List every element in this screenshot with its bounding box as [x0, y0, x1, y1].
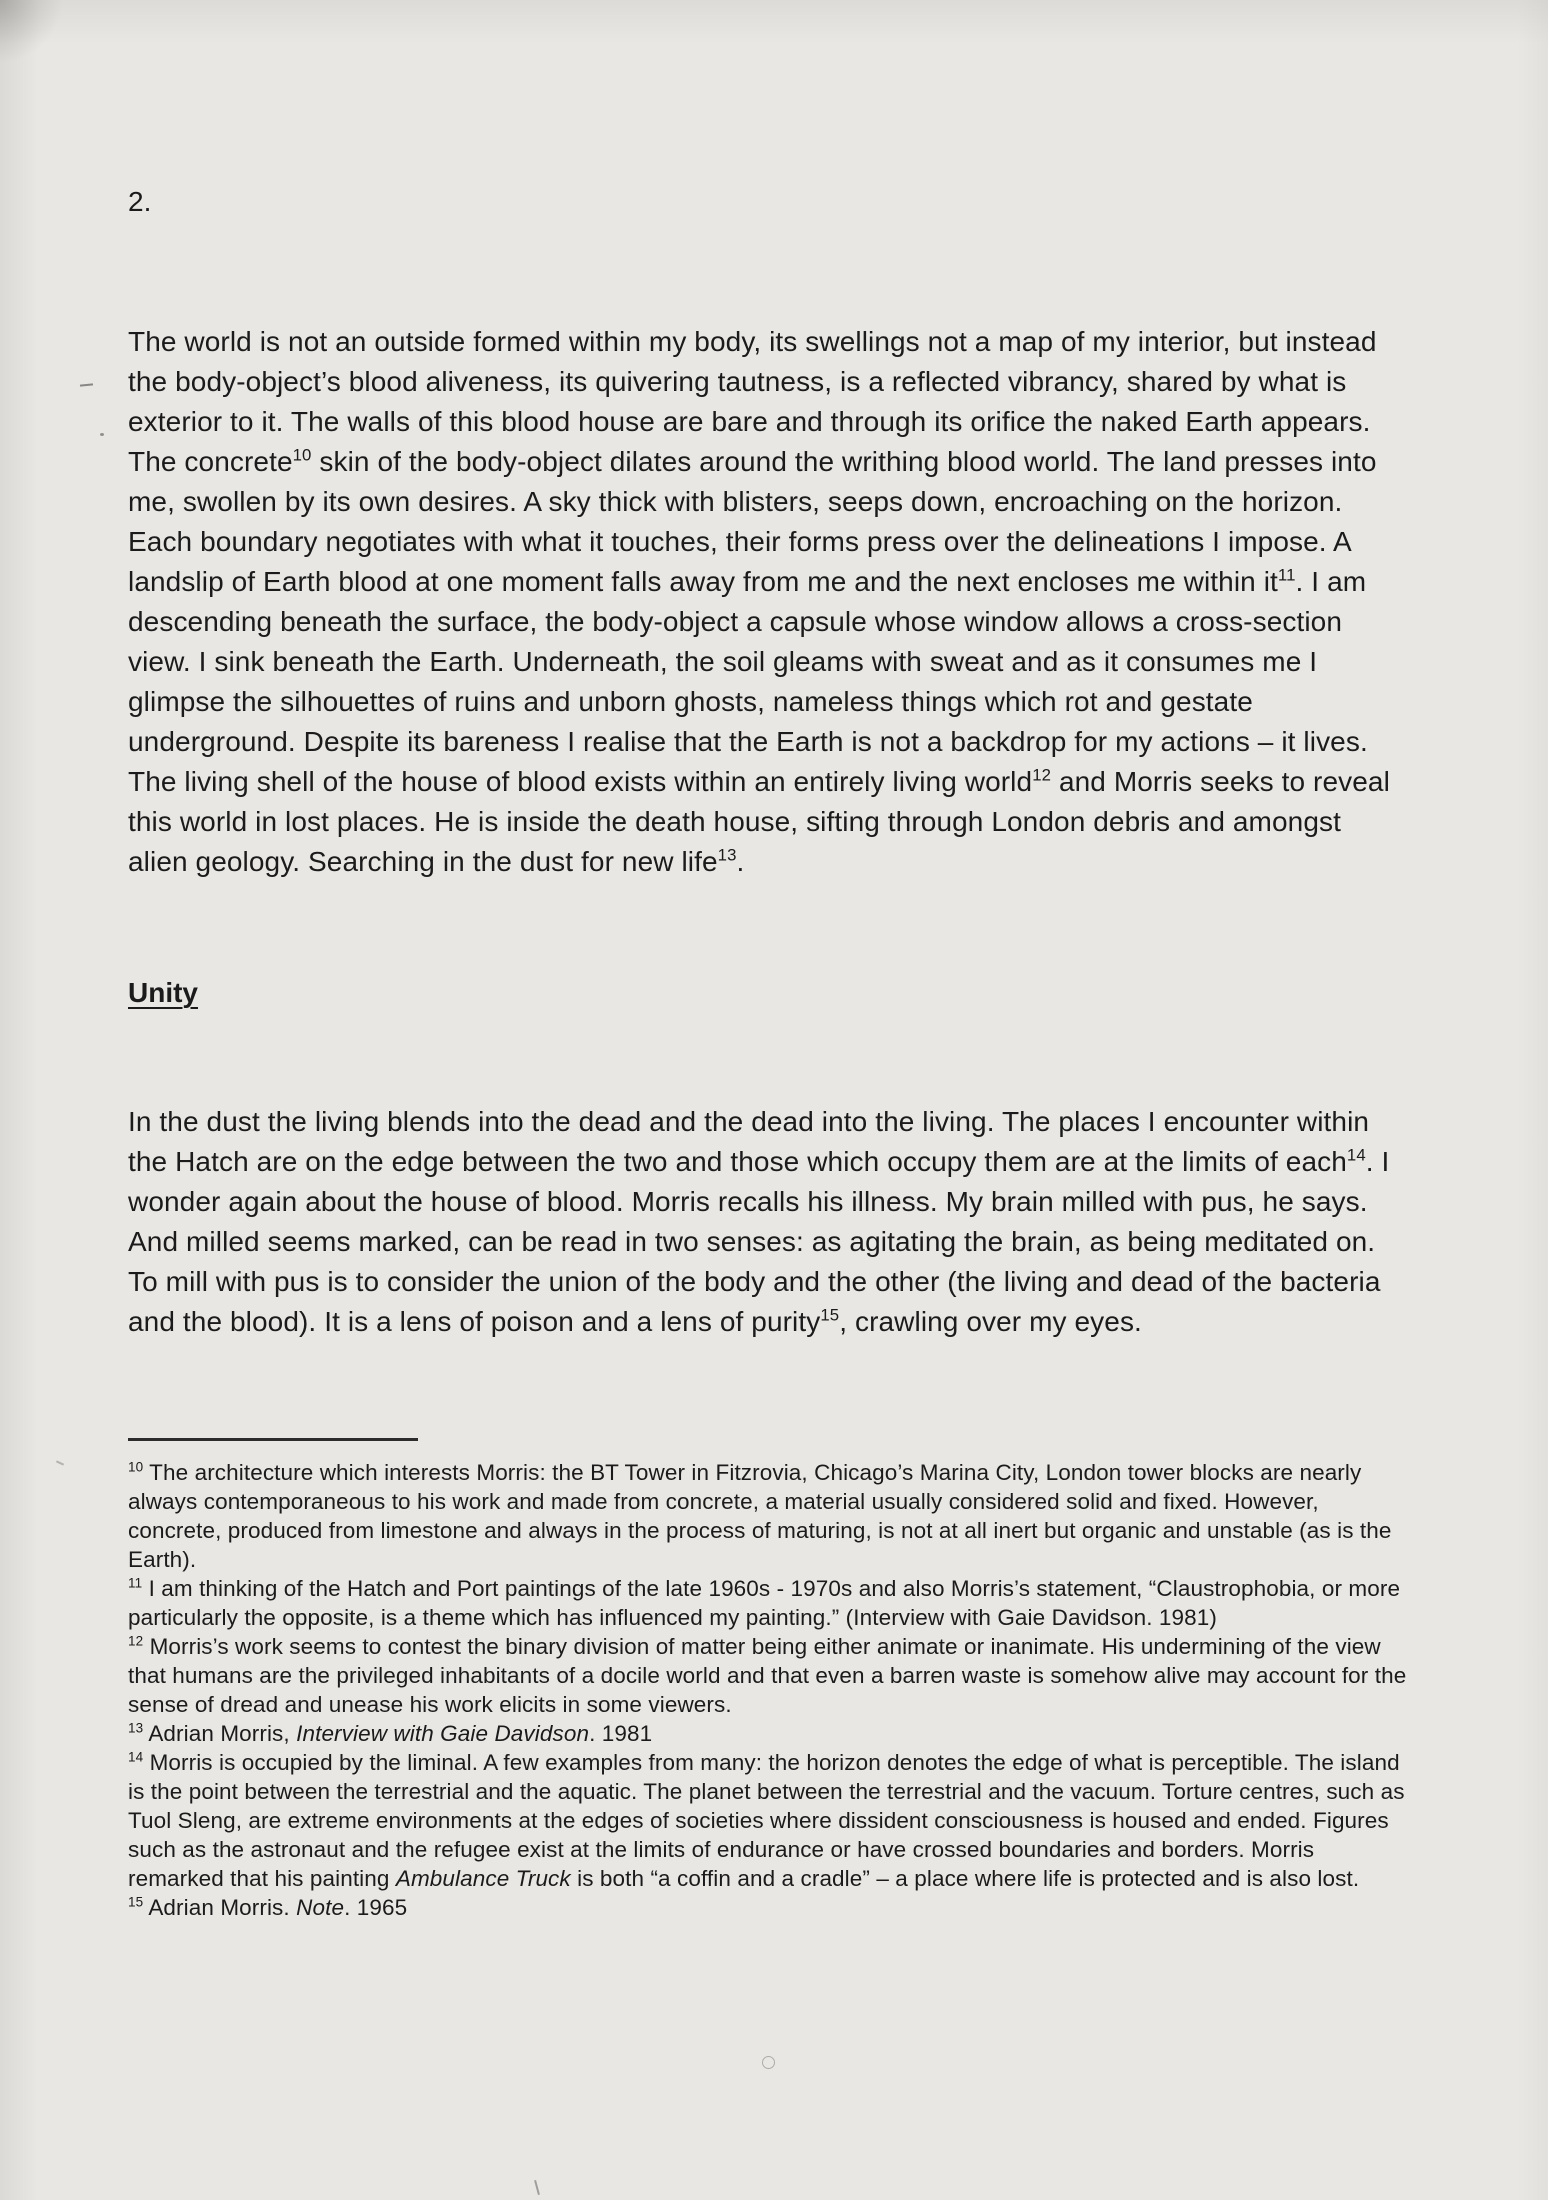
footnote-12: $^{12}$ Morris’s work seems to contest the binary division of matter being either animate or inanimate. His undermining of the view that humans are the privileged inhabitants of a docile world and that even a barren waste is somehow alive may account for the sense of dread and unease his work elicits in some viewers.: [128, 1633, 1407, 1717]
scan-artifact-speck: [100, 433, 104, 436]
footnote-10: $^{10}$ The architecture which interests Morris: the BT Tower in Fitzrovia, Chicago’s Marina City, London tower blocks are nearly always contemporaneous to his work and made from concrete, a material usually considered solid and fixed. However, concrete, produced from limestone and always in the process of maturing, is not at all inert but organic and unstable (as is the Earth).: [128, 1459, 1392, 1572]
scan-artifact-tick: [56, 1460, 64, 1465]
scan-artifact-ring: [762, 2056, 775, 2069]
footnote-11: $^{11}$ I am thinking of the Hatch and Port paintings of the late 1960s - 1970s and also Morris’s statement, “Claustrophobia, or more particularly the opposite, is a theme which has influenced my painting.” (Interview with Gaie Davidson. 1981): [128, 1575, 1401, 1630]
footnote-15: $^{15}$ Adrian Morris. Note. 1965: [128, 1894, 408, 1920]
body-paragraph-1: The world is not an outside formed within my body, its swellings not a map of my interior, but instead the body-object’s blood aliveness, its quivering tautness, is a reflected vibrancy, shared by what is exterior to it. The walls of this blood house are bare and through its orifice the naked Earth appears. The concrete$^{10}$ skin of the body-object dilates around the writhing blood world. The land presses into me, swollen by its own desires. A sky thick with blisters, seeps down, encroaching on the horizon. Each boundary negotiates with what it touches, their forms press over the delineations I impose. A landslip of Earth blood at one moment falls away from me and the next encloses me within $it^{11}$. I am descending beneath the surface, the body-object a capsule whose window allows a cross-section view. I sink beneath the Earth. Underneath, the soil gleams with sweat and as it consumes me I glimpse the silhouettes of ruins and unborn ghosts, nameless things which rot and gestate underground. Despite its bareness I realise that the Earth is not a backdrop for my actions – it lives. The living shell of the house of blood exists within an entirely living world$^{12}$ and Morris seeks to reveal this world in lost places. He is inside the death house, sifting through London debris and amongst alien geology. Searching in the dust for new life$^{13}$.: [128, 326, 1390, 877]
scan-artifact-dash: [80, 383, 93, 386]
body-paragraph-2: In the dust the living blends into the dead and the dead into the living. The places I encounter within the Hatch are on the edge between the two and those which occupy them are at the limits of each$^{14}$. I wonder again about the house of blood. Morris recalls his illness. My brain milled with pus, he says. And milled seems marked, can be read in two senses: as agitating the brain, as being meditated on. To mill with pus is to consider the union of the body and the other (the living and dead of the bacteria and the blood). It is a lens of poison and a lens of purity$^{15}$, crawling over my eyes.: [128, 1106, 1390, 1337]
section-heading-unity: Unity: [128, 977, 198, 1009]
footnote-separator-rule: [128, 1438, 418, 1441]
page-number: 2.: [128, 186, 152, 217]
footnotes-block: [128, 1458, 1410, 1922]
footnote-13: $^{13}$ Adrian Morris, Interview with Gaie Davidson. 1981: [128, 1720, 653, 1746]
scan-artifact-slash: [534, 2180, 540, 2195]
footnote-14: $^{14}$ Morris is occupied by the liminal. A few examples from many: the horizon denotes the edge of what is perceptible. The island is the point between the terrestrial and the aquatic. The planet between the terrestrial and the vacuum. Torture centres, such as Tuol Sleng, are extreme environments at the edges of societies where dissident consciousness is housed and ended. Figures such as the astronaut and the refugee exist at the limits of endurance or have crossed boundaries and borders. Morris remarked that his painting Ambulance Truck is both “a coffin and a cradle” – a place where life is protected and is also lost.: [128, 1749, 1405, 1891]
